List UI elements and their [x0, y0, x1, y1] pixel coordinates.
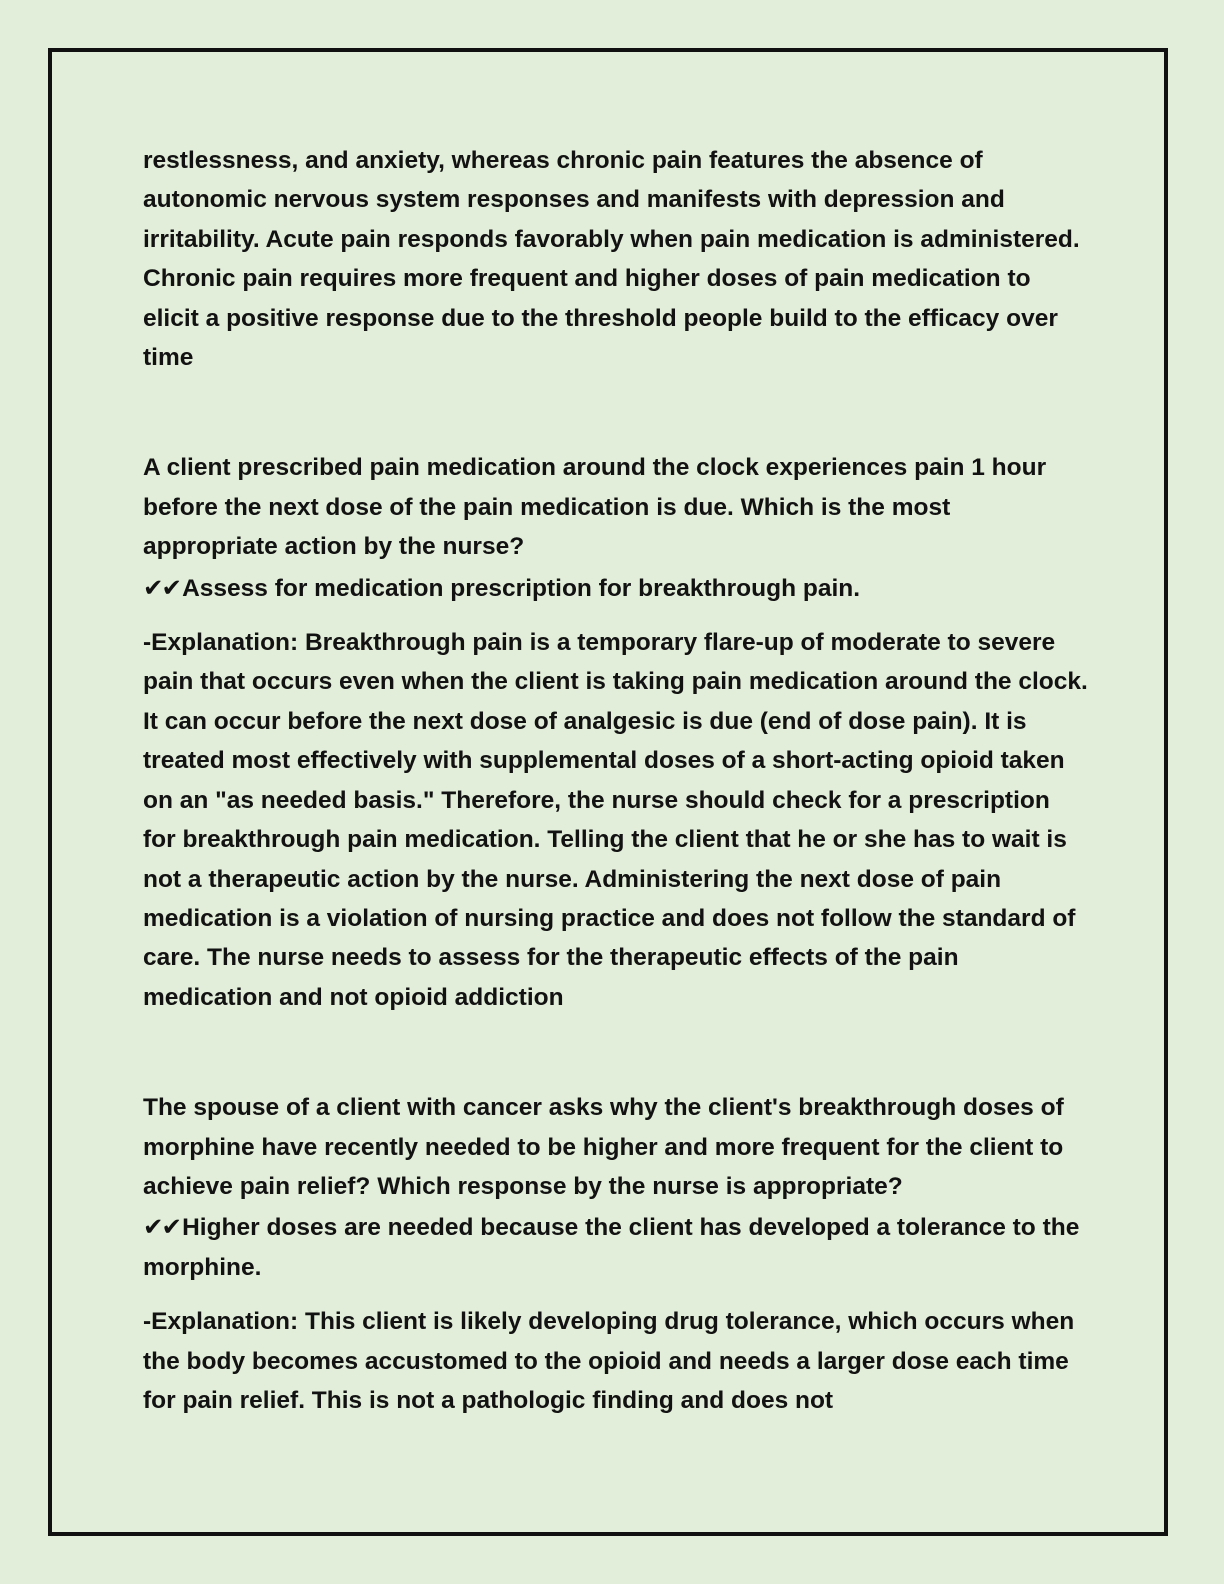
question-text: A client prescribed pain medication around the clock experiences pain 1 hour before the next dose of the pain medication is due. Which is the most appropriate action by the nurse? [143, 454, 1047, 561]
document-body [143, 141, 1088, 1420]
intro-paragraph: restlessness, and anxiety, whereas chronic pain features the absence of autonomic nervous system responses and manifests with depression and irritability. Acute pain responds favorably when pain medication is administered. Chronic pain requires more frequent and higher doses of pain medication to elicit a positive response due to the threshold people build to the efficacy over time [143, 147, 1080, 372]
answer-line [143, 569, 1088, 608]
question-block-2 [143, 1088, 1088, 1420]
answer-text: Higher doses are needed because the client has developed a tolerance to the morphine. [143, 1214, 1080, 1281]
explanation-text: -Explanation: Breakthrough pain is a temporary flare-up of moderate to severe pain that occurs even when the client is taking pain medication around the clock. It can occur before the next dose of analgesic is due (end of dose pain). It is treated most effectively with supplemental doses of a short-acting opioid taken on an "as needed basis." Therefore, the nurse should check for a prescription for breakthrough pain medication. Telling the client that he or she has to wait is not a therapeutic action by the nurse. Administering the next dose of pain medication is a violation of nursing practice and does not follow the standard of care. The nurse needs to assess for the therapeutic effects of the pain medication and not opioid addiction [143, 629, 1088, 1011]
answer-line [143, 1208, 1088, 1287]
section-spacer [143, 377, 1088, 448]
answer-text: Assess for medication prescription for breakthrough pain. [182, 574, 861, 602]
check-icon: ✔✔ [143, 574, 181, 602]
explanation-text: -Explanation: This client is likely developing drug tolerance, which occurs when the body becomes accustomed to the opioid and needs a larger dose each time for pain relief. This is not a pathologic finding and does not [143, 1308, 1075, 1414]
check-icon: ✔✔ [143, 1214, 181, 1242]
question-text: The spouse of a client with cancer asks why the client's breakthrough doses of morphine have recently needed to be higher and more frequent for the client to achieve pain relief? Which response by the nurse is appropriate? [143, 1094, 1064, 1200]
section-spacer [143, 1017, 1088, 1088]
question-block-1 [143, 448, 1088, 1017]
